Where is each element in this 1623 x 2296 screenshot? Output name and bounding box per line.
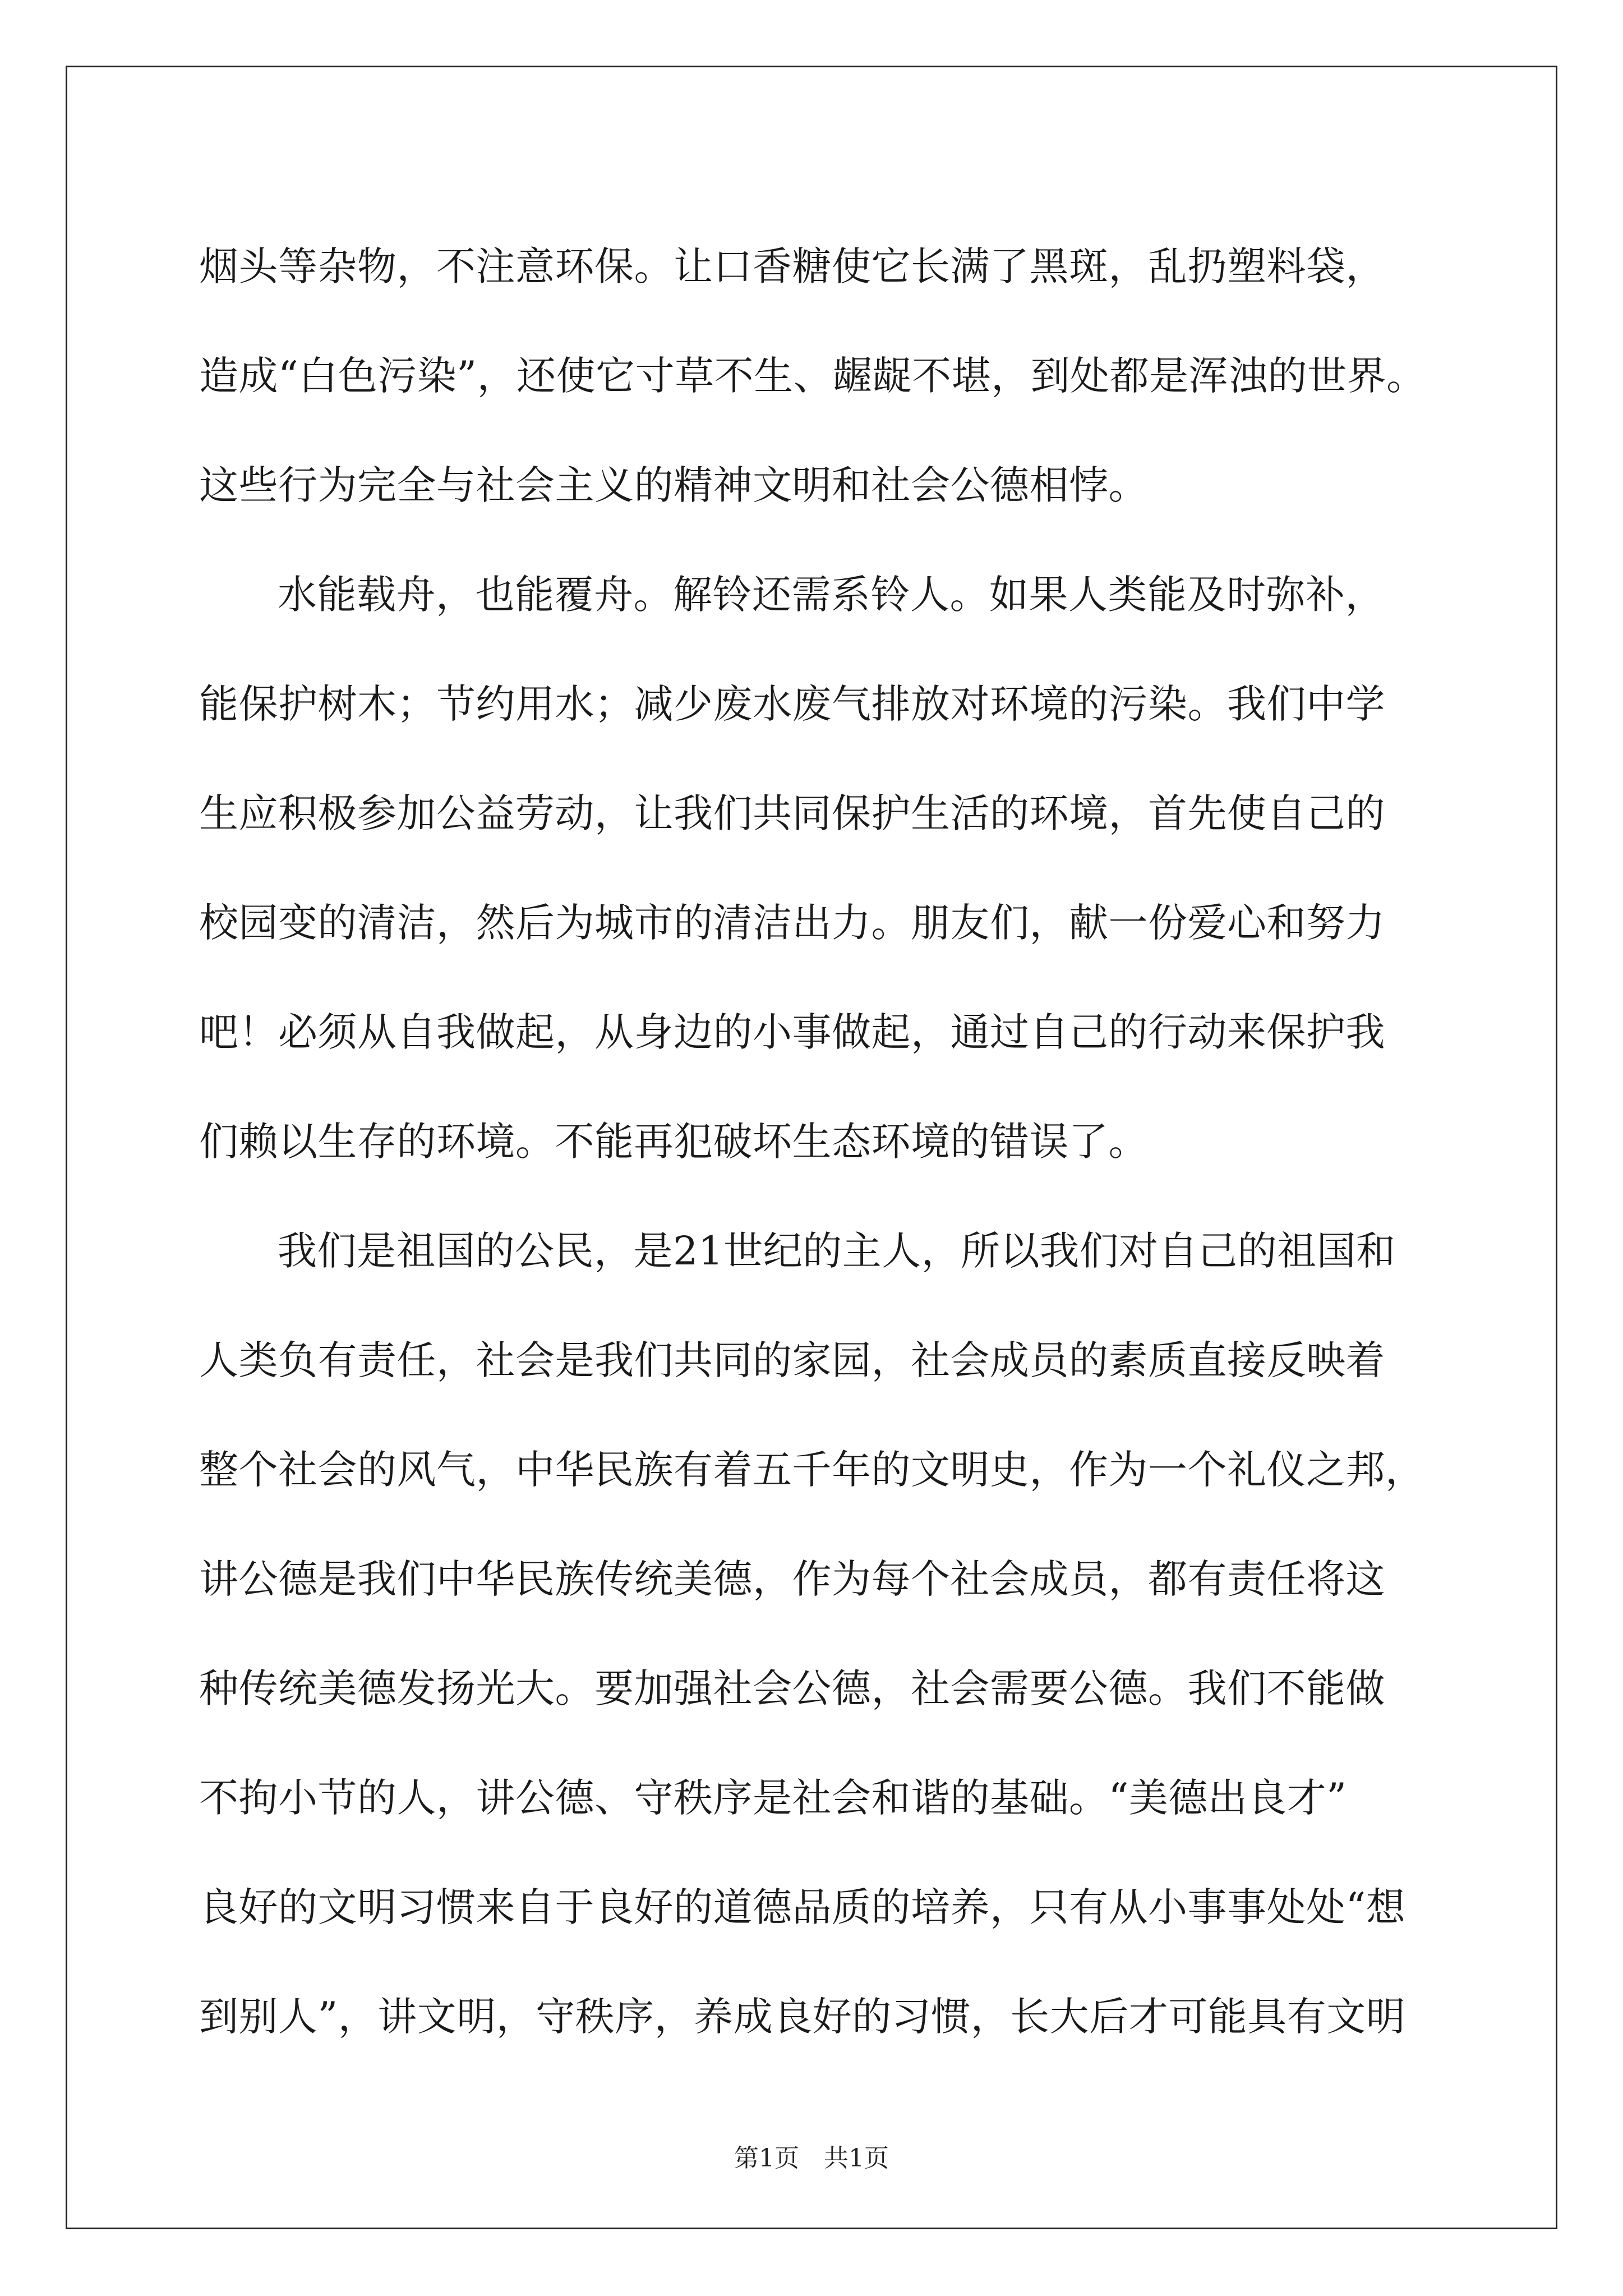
text-line: 良好的文明习惯来自于良好的道德品质的培养，只有从小事事处处“想 — [199, 1884, 1406, 1930]
page-footer: 第1页 共1页 — [734, 2144, 889, 2173]
text-line: 人类负有责任，社会是我们共同的家园，社会成员的素质直接反映着 — [199, 1337, 1385, 1383]
text-line: 造成“白色污染”，还使它寸草不生、龌龊不堪，到处都是浑浊的世界。 — [199, 353, 1426, 399]
text-line: 整个社会的风气，中华民族有着五千年的文明史，作为一个礼仪之邦， — [199, 1447, 1425, 1493]
text-line: 生应积极参加公益劳动，让我们共同保护生活的环境，首先使自己的 — [199, 790, 1385, 836]
text-line: 校园变的清洁，然后为城市的清洁出力。朋友们，献一份爱心和努力 — [199, 900, 1385, 946]
text-line: 种传统美德发扬光大。要加强社会公德，社会需要公德。我们不能做 — [199, 1665, 1385, 1711]
text-line: 们赖以生存的环境。不能再犯破坏生态环境的错误了。 — [199, 1119, 1148, 1165]
text-line: 这些行为完全与社会主义的精神文明和社会公德相悖。 — [199, 462, 1148, 508]
text-line: 不拘小节的人，讲公德、守秩序是社会和谐的基础。“美德出良才” — [199, 1775, 1347, 1821]
text-line: 水能载舟，也能覆舟。解铃还需系铃人。如果人类能及时弥补， — [278, 572, 1385, 618]
text-line: 吧！必须从自我做起，从身边的小事做起，通过自己的行动来保护我 — [199, 1009, 1385, 1055]
text-line: 我们是祖国的公民，是21世纪的主人，所以我们对自己的祖国和 — [278, 1228, 1396, 1274]
text-line: 烟头等杂物，不注意环保。让口香糖使它长满了黑斑，乱扔塑料袋， — [199, 243, 1385, 289]
text-line: 能保护树木；节约用水；减少废水废气排放对环境的污染。我们中学 — [199, 681, 1385, 727]
text-line: 到别人”，讲文明，守秩序，养成良好的习惯，长大后才可能具有文明 — [199, 1994, 1406, 2040]
text-line: 讲公德是我们中华民族传统美德，作为每个社会成员，都有责任将这 — [199, 1556, 1385, 1602]
document-body — [199, 212, 1444, 2072]
